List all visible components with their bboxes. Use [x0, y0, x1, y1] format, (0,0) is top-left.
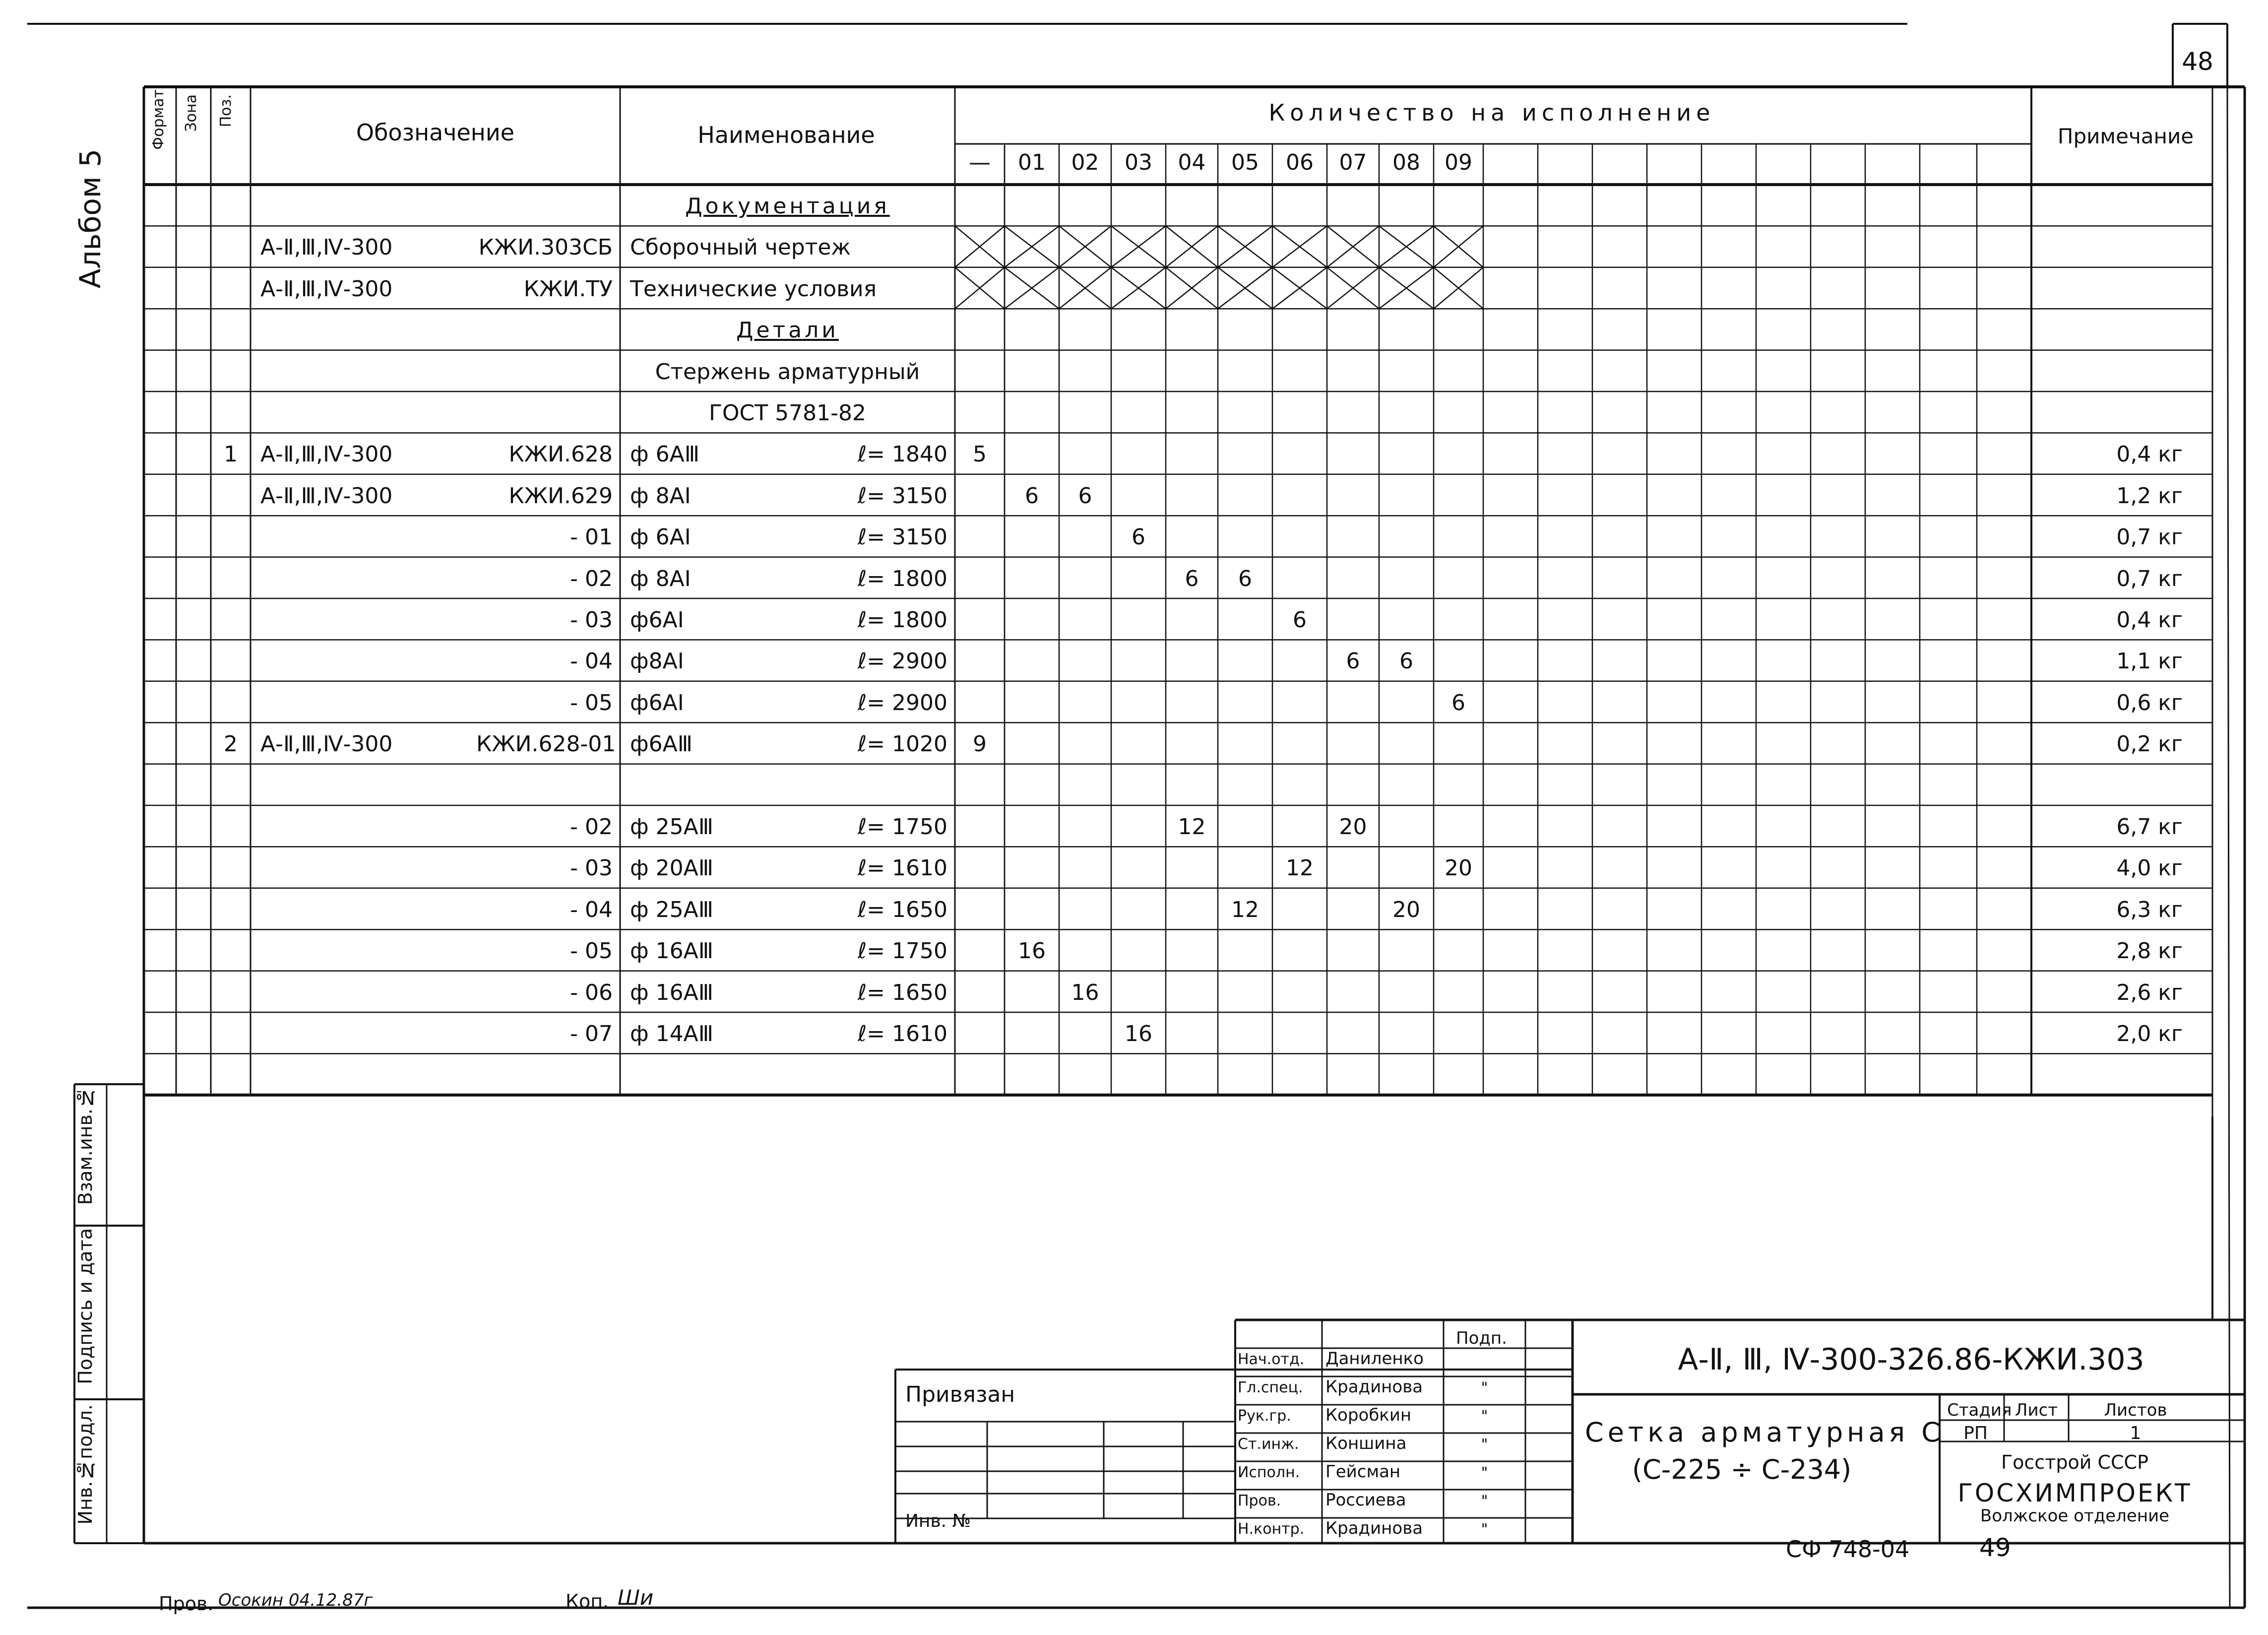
- role-label: Нач.отд.: [1238, 1351, 1305, 1368]
- kop-label: Коп.: [566, 1590, 609, 1612]
- row-qty: 6: [1185, 566, 1199, 591]
- person-name: Даниленко: [1325, 1349, 1424, 1369]
- row-length: ℓ= 1650: [857, 980, 947, 1005]
- vzam-inv-label: Взам.инв.№: [74, 1087, 96, 1205]
- row-name: ф 14АⅢ: [630, 1021, 714, 1046]
- sign-mark: ": [1481, 1379, 1488, 1397]
- row-designation-a: А-Ⅱ,Ⅲ,Ⅳ-300: [260, 442, 393, 467]
- header-format: Формат: [150, 89, 167, 150]
- row-length: ℓ= 2900: [857, 690, 947, 716]
- row-note: 0,4 кг: [2116, 607, 2183, 633]
- row-note: 1,1 кг: [2116, 649, 2183, 674]
- row-qty: 6: [1132, 524, 1145, 550]
- row-pos: 2: [224, 731, 238, 757]
- row-qty: 6: [1451, 690, 1465, 716]
- org-line3: Волжское отделение: [1980, 1506, 2170, 1526]
- sign-mark: ": [1481, 1521, 1488, 1538]
- row-name: ф 20АⅢ: [630, 855, 714, 881]
- row-note: 2,8 кг: [2116, 938, 2183, 964]
- role-label: Исполн.: [1238, 1464, 1300, 1481]
- stage-value: РП: [1963, 1423, 1988, 1443]
- row-note: 2,0 кг: [2116, 1021, 2183, 1046]
- variant-header: 01: [1018, 150, 1046, 175]
- title-line1: Сетка арматурная С: [1585, 1417, 1944, 1448]
- row-qty: 12: [1286, 855, 1314, 881]
- row-qty: 16: [1125, 1021, 1152, 1046]
- header-designation: Обозначение: [356, 119, 515, 146]
- sheets-value: 1: [2130, 1423, 2142, 1443]
- row-qty: 9: [973, 731, 987, 757]
- role-label: Н.контр.: [1238, 1520, 1305, 1538]
- row-qty: 6: [1399, 649, 1413, 674]
- variant-header: 02: [1071, 150, 1099, 175]
- row-pos: 1: [224, 442, 238, 467]
- row-length: ℓ= 1650: [857, 897, 947, 922]
- row-designation-b: КЖИ.628-01: [476, 731, 616, 757]
- row-qty: 16: [1071, 980, 1099, 1005]
- prov-signature: Осокин 04.12.87г: [218, 1590, 373, 1610]
- row-note: 0,4 кг: [2116, 442, 2183, 467]
- row-designation-b: - 04: [570, 649, 613, 674]
- row-name: ф8АⅠ: [630, 649, 684, 674]
- row-qty: 5: [973, 442, 987, 467]
- row-name: Технические условия: [630, 276, 877, 302]
- row-note: 6,3 кг: [2116, 897, 2183, 922]
- header-pos: Поз.: [217, 94, 235, 128]
- header-note: Примечание: [2057, 124, 2194, 148]
- sign-mark: ": [1481, 1493, 1488, 1510]
- sign-mark: ": [1481, 1436, 1488, 1453]
- person-name: Коробкин: [1325, 1405, 1412, 1425]
- privyazan-label: Привязан: [905, 1382, 1015, 1407]
- row-designation-b: - 06: [570, 980, 613, 1005]
- row-qty: 6: [1346, 649, 1360, 674]
- row-name: ф6АⅢ: [630, 731, 693, 757]
- row-note: 4,0 кг: [2116, 855, 2183, 881]
- row-length: ℓ= 1800: [857, 566, 947, 591]
- row-designation-a: А-Ⅱ,Ⅲ,Ⅳ-300: [260, 483, 393, 509]
- row-qty: 12: [1231, 897, 1259, 922]
- org-line2: ГОСХИМПРОЕКТ: [1957, 1479, 2192, 1507]
- row-name: ф 8АⅠ: [630, 483, 691, 509]
- row-qty: 20: [1445, 855, 1472, 881]
- row-length: ℓ= 1750: [857, 938, 947, 964]
- row-note: 0,6 кг: [2116, 690, 2183, 716]
- row-note: 1,2 кг: [2116, 483, 2183, 509]
- person-name: Крадинова: [1325, 1377, 1423, 1397]
- row-qty: 20: [1392, 897, 1420, 922]
- inv-podl-label: Инв.№подл.: [74, 1404, 96, 1525]
- row-designation-b: - 05: [570, 938, 613, 964]
- row-qty: 20: [1339, 814, 1367, 840]
- row-designation-b: - 02: [570, 566, 613, 591]
- row-designation-b: - 01: [570, 524, 613, 550]
- row-name: ф 8АⅠ: [630, 566, 691, 591]
- row-designation-b: - 07: [570, 1021, 613, 1046]
- sign-date-label: Подпись и дата: [74, 1228, 96, 1384]
- role-label: Пров.: [1238, 1492, 1281, 1509]
- row-designation-b: КЖИ.629: [508, 483, 613, 509]
- sign-mark: ": [1481, 1408, 1488, 1425]
- frame-hidden: [2227, 87, 2230, 1608]
- variant-header: 03: [1125, 150, 1152, 175]
- page-number: 48: [2182, 47, 2213, 76]
- row-qty: 6: [1238, 566, 1252, 591]
- album-label: Альбом 5: [73, 149, 107, 289]
- person-name: Крадинова: [1325, 1518, 1423, 1538]
- role-label: Рук.гр.: [1238, 1407, 1291, 1425]
- row-designation-b: КЖИ.628: [508, 442, 613, 467]
- row-qty: 12: [1178, 814, 1206, 840]
- doc-code: А-Ⅱ, Ⅲ, Ⅳ-300-326.86-КЖИ.303: [1678, 1342, 2144, 1377]
- row-qty: 16: [1018, 938, 1046, 964]
- row-designation-b: - 05: [570, 690, 613, 716]
- row-length: ℓ= 1610: [857, 855, 947, 881]
- row-name: ф 6АⅢ: [630, 442, 700, 467]
- person-name: Россиева: [1325, 1490, 1406, 1510]
- row-length: ℓ= 2900: [857, 649, 947, 674]
- row-name: ф 25АⅢ: [630, 814, 714, 840]
- row-name: ГОСТ 5781-82: [709, 400, 866, 426]
- row-note: 6,7 кг: [2116, 814, 2183, 840]
- row-length: ℓ= 1840: [857, 442, 947, 467]
- header-name: Наименование: [697, 122, 875, 148]
- archive-number: 49: [1979, 1533, 2011, 1562]
- variant-header: 05: [1231, 150, 1259, 175]
- row-length: ℓ= 1800: [857, 607, 947, 633]
- row-qty: 6: [1293, 607, 1307, 633]
- row-designation-a: А-Ⅱ,Ⅲ,Ⅳ-300: [260, 731, 393, 757]
- header-quantity: Количество на исполнение: [1268, 99, 1715, 126]
- role-label: Гл.спец.: [1238, 1379, 1303, 1396]
- row-name: Детали: [736, 318, 839, 343]
- row-name: ф 16АⅢ: [630, 980, 714, 1005]
- person-name: Коншина: [1325, 1434, 1407, 1453]
- row-designation-b: - 04: [570, 897, 613, 922]
- variant-header: 07: [1339, 150, 1367, 175]
- row-designation-a: А-Ⅱ,Ⅲ,Ⅳ-300: [260, 235, 393, 261]
- archive-code: СФ 748-04: [1786, 1536, 1910, 1563]
- row-designation-b: КЖИ.303СБ: [478, 235, 613, 261]
- row-name: ф6АⅠ: [630, 607, 684, 633]
- row-length: ℓ= 1020: [857, 731, 947, 757]
- row-name: Документация: [685, 194, 890, 219]
- sheet-header: Лист: [2015, 1400, 2058, 1420]
- person-name: Гейсман: [1325, 1462, 1401, 1482]
- role-label: Ст.инж.: [1238, 1436, 1299, 1453]
- row-note: 0,7 кг: [2116, 566, 2183, 591]
- variant-header: 08: [1392, 150, 1420, 175]
- row-name: ф 25АⅢ: [630, 897, 714, 922]
- row-designation-b: - 03: [570, 855, 613, 881]
- inv-no-label: Инв. №: [905, 1511, 971, 1531]
- sheets-header: Листов: [2104, 1400, 2167, 1420]
- row-name: Сборочный чертеж: [630, 235, 851, 261]
- row-qty: 6: [1025, 483, 1039, 509]
- org-line1: Госстрой СССР: [2001, 1451, 2148, 1473]
- row-designation-b: КЖИ.ТУ: [523, 276, 613, 302]
- variant-header: 06: [1286, 150, 1314, 175]
- variant-header: 04: [1178, 150, 1206, 175]
- row-qty: 6: [1078, 483, 1092, 509]
- row-name: ф6АⅠ: [630, 690, 684, 716]
- row-length: ℓ= 1750: [857, 814, 947, 840]
- title-line2: (С-225 ÷ С-234): [1632, 1454, 1852, 1485]
- row-name: Стержень арматурный: [655, 359, 920, 385]
- variant-header: —: [969, 150, 991, 175]
- sign-header: Подп.: [1456, 1328, 1507, 1348]
- row-name: ф 16АⅢ: [630, 938, 714, 964]
- row-name: ф 6АⅠ: [630, 524, 691, 550]
- row-note: 0,7 кг: [2116, 524, 2183, 550]
- row-note: 2,6 кг: [2116, 980, 2183, 1005]
- sign-mark: ": [1481, 1464, 1488, 1482]
- row-designation-a: А-Ⅱ,Ⅲ,Ⅳ-300: [260, 276, 393, 302]
- row-designation-b: - 03: [570, 607, 613, 633]
- variant-header: 09: [1445, 150, 1472, 175]
- stage-header: Стадия: [1947, 1400, 2012, 1420]
- row-length: ℓ= 3150: [857, 524, 947, 550]
- prov-label: Пров.: [159, 1593, 214, 1615]
- header-zone: Зона: [183, 94, 200, 132]
- row-designation-b: - 02: [570, 814, 613, 840]
- kop-signature: Ши: [618, 1585, 654, 1610]
- row-note: 0,2 кг: [2116, 731, 2183, 757]
- row-length: ℓ= 3150: [857, 483, 947, 509]
- row-length: ℓ= 1610: [857, 1021, 947, 1046]
